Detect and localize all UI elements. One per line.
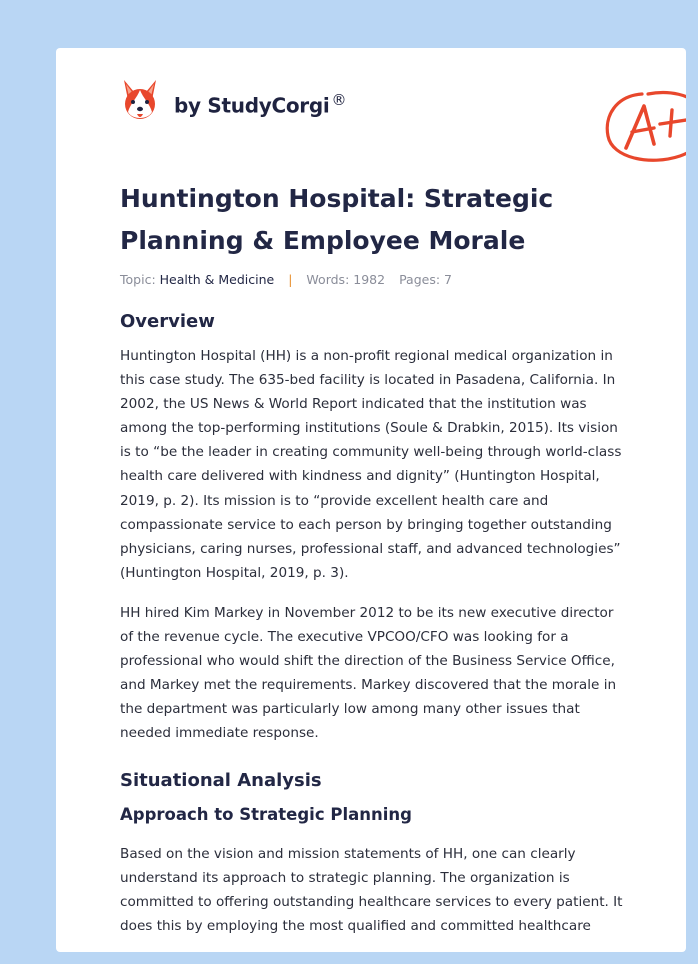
overview-heading: Overview [120, 311, 215, 332]
document-page [56, 48, 686, 952]
topic-link[interactable]: Health & Medicine [159, 272, 275, 287]
brand[interactable] [120, 76, 346, 126]
pages-label: Pages: [399, 272, 441, 287]
article [120, 178, 630, 952]
meta-separator: | [288, 272, 293, 287]
brand-name: by StudyCorgi ® [174, 90, 347, 118]
words-value: 1982 [353, 272, 386, 287]
approach-paragraph-1: Based on the vision and mission statements of HH, one can clearly understand its approach to strategic planning. The organization is committed to offering outstanding healthcare services to every patient. It does this by employing the most qualified and committed healthcare [120, 845, 623, 934]
page-title: Huntington Hospital: Strategic Planning & Employee Morale [120, 184, 554, 255]
article-meta [120, 272, 630, 287]
registered-mark: ® [331, 90, 347, 109]
situational-analysis-heading: Situational Analysis [120, 769, 322, 791]
approach-heading: Approach to Strategic Planning [120, 804, 412, 824]
header [120, 76, 640, 126]
words-label: Words: [306, 272, 350, 287]
overview-paragraph-1: Huntington Hospital (HH) is a non-profit regional medical organization in this case study. The 635-bed facility is located in Pasadena, California. In 2002, the US News & World Report indicated that the institution was among the top-performing institutions (Soule & Drabkin, 2015). Its vision is to “be the leader in creating community well-being through world-class health care delivered with kindness and dignity” (Huntington Hospital, 2019, p. 2). Its mission is to “provide excellent health care and compassionate service to each person by bringing together outstanding physicians, caring nurses, professional staff, and advanced technologies” (Huntington Hospital, 2019, p. 3). [120, 348, 622, 581]
pages-value: 7 [444, 272, 452, 287]
overview-paragraph-2: HH hired Kim Markey in November 2012 to be its new executive director of the revenue cycle. The executive VPCOO/CFO was looking for a professional who would shift the direction of the Business Service Office, and Markey met the requirements. Markey discovered that the morale in the department was particularly low among many other issues that needed immediate response. [120, 604, 617, 742]
a-plus-badge-icon [602, 86, 686, 168]
corgi-logo-icon [120, 78, 160, 124]
topic-label: Topic: [120, 272, 156, 287]
